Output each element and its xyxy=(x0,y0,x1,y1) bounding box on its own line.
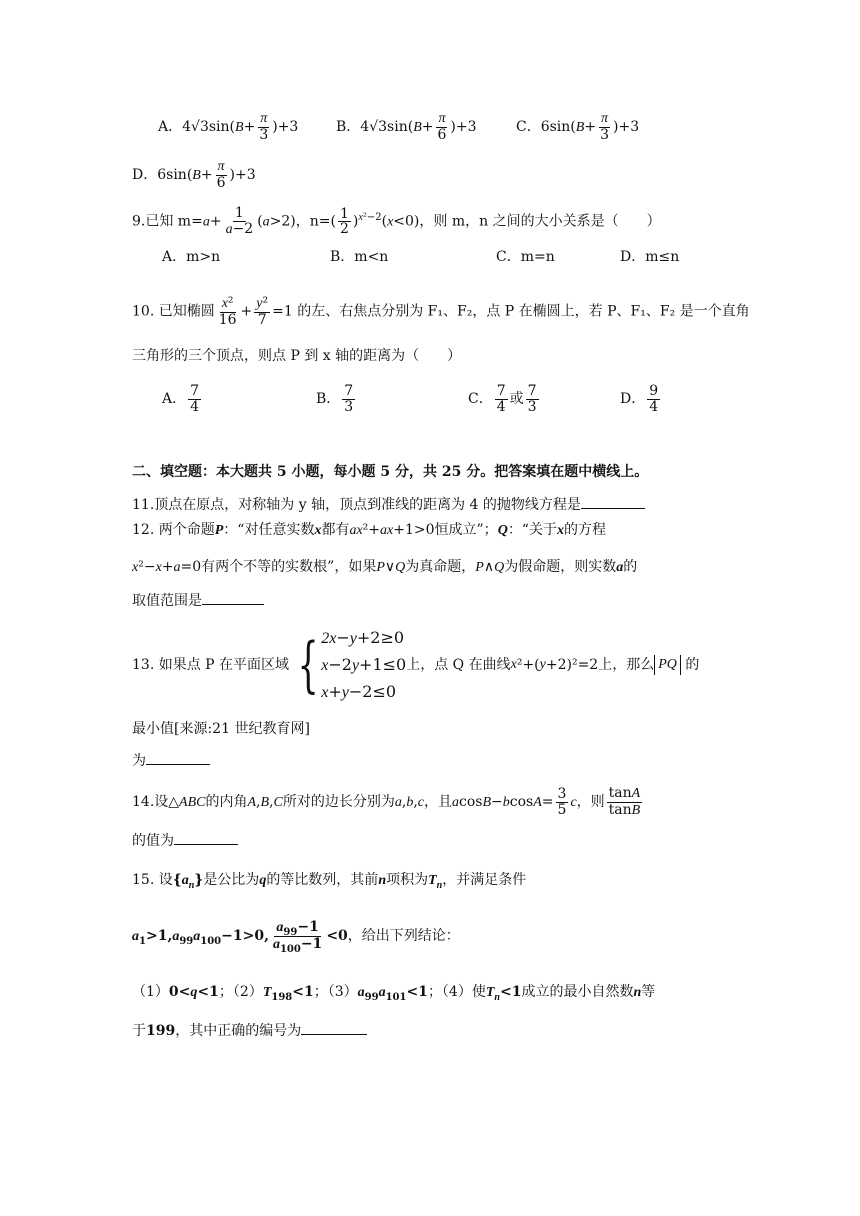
q8-option-b: B．4√3sin(B+ $\frac{\pi}{6}$ )+3 xyxy=(336,111,477,143)
q9-option-d: D．m≤n xyxy=(620,249,680,265)
q15-conclusions: （1）0<q<1；$(2)T_{198}<1$；$(3)a_{99}a_{101}<1$；（4）使$T_n<1$成立的最小自然数n等 xyxy=(132,984,656,1003)
q10-option-b: B． $\frac{7}{3}$ xyxy=(316,383,354,415)
q15-conclusions-line2: 于199，其中正确的编号为 xyxy=(132,1020,367,1041)
q8-option-a: A．4√3sin(B+ $\frac{\pi}{3}$ )+3 xyxy=(158,111,299,143)
q10-stem: 10. 已知椭圆 $\frac{\text{x²}}{16}$ + $\frac{\text{y²}}{7}$ =1 的左、右焦点分别为 F₁、F₂，点 P 在椭圆上，若 P、F₁、F₂ 是一个直角 xyxy=(132,295,750,328)
q13-stem-line3: 为 xyxy=(132,750,210,771)
q10-stem-line2: 三角形的三个顶点，则点 P 到 x 轴的距离为（ ） xyxy=(132,348,462,364)
q14-stem-line2: 的值为 xyxy=(132,830,238,851)
q12-answer-blank[interactable] xyxy=(202,590,264,605)
q9-option-c: C．m=n xyxy=(496,249,555,265)
q12-stem-line3: 取值范围是 xyxy=(132,590,264,611)
q9-option-a: A．m>n xyxy=(162,249,221,265)
q11-answer-blank[interactable] xyxy=(581,494,645,509)
q10-option-c: C． $\frac{7}{4}$ 或 $\frac{7}{3}$ xyxy=(468,383,537,415)
q10-option-d: D． $\frac{9}{4}$ xyxy=(620,383,659,415)
q12-stem: 12. 两个命题P：“对任意实数x都有ax²+ax+1>0恒成立”；Q：“关于x的方程 xyxy=(132,522,606,538)
q13-stem-line2: 最小值[来源:21 世纪教育网] xyxy=(132,721,310,737)
q10-option-a: A． $\frac{7}{4}$ xyxy=(162,383,200,415)
q14-stem: 14.设△ABC的内角A,B,C所对的边长分别为a,b,c，且acosB−bcosA= $\frac{3}{5}$ c，则 $\frac{\tan A}{\tan B}$ xyxy=(132,785,641,818)
q11-stem: 11.顶点在原点，对称轴为 y 轴，顶点到准线的距离为 4 的抛物线方程是 xyxy=(132,494,645,515)
q13-stem: 13. 如果点 P 在平面区域 { 2x−y+2≥0 x−2y+1≤0 x+y−2≤0 上，点 Q 在曲线 x ²+( y +2)²=2 上，那么 PQ 的 xyxy=(132,630,699,700)
q15-stem: 15. 设$\{a_n\}$是公比为q的等比数列，其前n项积为$T_n$，并满足条件 xyxy=(132,872,527,891)
q15-conditions: $a_1>1,a_{99}a_{100}-1>0$, $\frac{a_{99}-1}{a_{100}-1}$ <0，给出下列结论： xyxy=(132,919,460,955)
q13-answer-blank[interactable] xyxy=(146,750,210,765)
q14-answer-blank[interactable] xyxy=(174,830,238,845)
q8-option-d: D．6sin(B+ $\frac{\pi}{6}$ )+3 xyxy=(132,159,256,191)
q8-option-c: C．6sin(B+ $\frac{\pi}{3}$ )+3 xyxy=(516,111,640,143)
section-heading-fill-in: 二、填空题：本大题共 5 小题，每小题 5 分，共 25 分。把答案填在题中横线上。 xyxy=(132,464,649,480)
q9-stem: 9.已知 m=a+ $\frac{1}{a-2}$ (a>2)，n=( $\frac{1}{2}$ )$^{x^2-2}$(x<0)，则 m，n 之间的大小关系是（ ） xyxy=(132,205,661,238)
q13-inequality-system: { 2x−y+2≥0 x−2y+1≤0 x+y−2≤0 xyxy=(297,627,407,701)
q15-answer-blank[interactable] xyxy=(301,1020,367,1035)
q9-option-b: B．m<n xyxy=(330,249,389,265)
q12-stem-line2: x²−x+a=0有两个不等的实数根”，如果P∨Q为真命题，P∧Q为假命题，则实数a的 xyxy=(132,559,638,575)
